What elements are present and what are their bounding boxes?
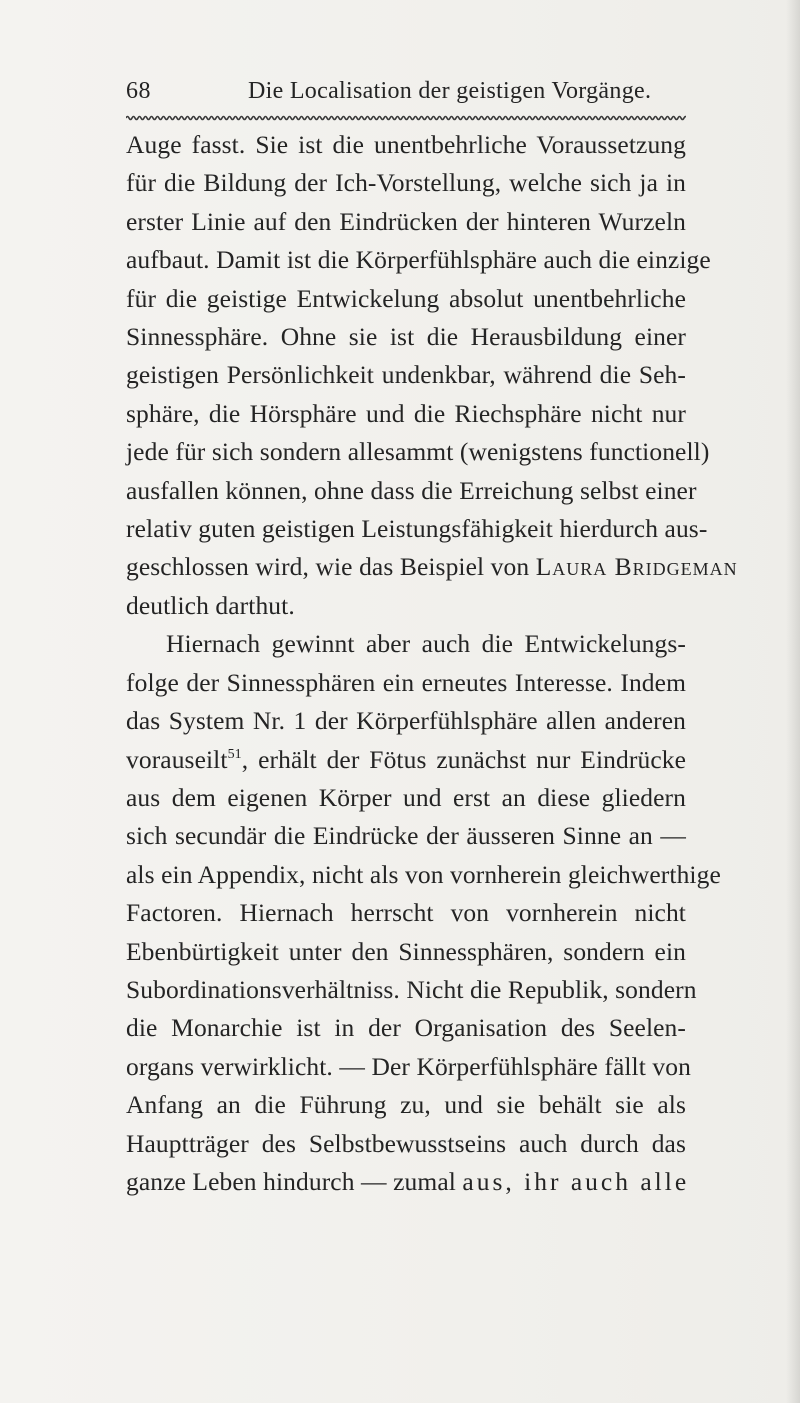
text-line: relativ guten geistigen Leistungsfähigkeit hierdurch aus- — [126, 514, 708, 544]
text-line: aus dem eigenen Körper und erst an diese gliedern — [126, 782, 686, 812]
text-line: aufbaut. Damit ist die Körperfühlsphäre auch die einzige — [126, 245, 711, 275]
footnote-marker: 51 — [227, 746, 242, 762]
text-line-spaced-end — [126, 1163, 690, 1201]
text-line: Subordinationsverhältniss. Nicht die Republik, sondern — [126, 974, 697, 1004]
wavy-header-rule — [126, 114, 686, 122]
text-line: Factoren. Hiernach herrscht von vornherein nicht — [126, 898, 686, 928]
text-line-with-name — [126, 548, 738, 586]
text-line: ausfallen können, ohne dass die Erreichung selbst einer — [126, 475, 697, 505]
text-line: Sinnessphäre. Ohne sie ist die Herausbildung einer — [126, 322, 686, 352]
page-header — [126, 78, 686, 112]
text-line: sich secundär die Eindrücke der äusseren Sinne an — — [126, 821, 686, 851]
running-title: Die Localisation der geistigen Vorgänge. — [248, 78, 652, 104]
text-line: für die geistige Entwickelung absolut unentbehrliche — [126, 283, 686, 313]
text-line: erster Linie auf den Eindrücken der hinteren Wurzeln — [126, 206, 686, 236]
text-line: deutlich darthut. — [126, 590, 295, 620]
paragraph-start-line: Hiernach gewinnt aber auch die Entwickelungs- — [166, 629, 686, 659]
line-text: geschlossen wird, wie das Beispiel von — [126, 552, 530, 582]
text-line: geistigen Persönlichkeit undenkbar, während die Seh- — [126, 360, 686, 390]
page-edge-shadow — [786, 0, 800, 1403]
body-text — [126, 126, 738, 1201]
person-name: Laura Bridgeman — [535, 552, 738, 582]
text-line: jede für sich sondern allesammt (wenigstens functionell) — [126, 437, 710, 467]
line-text: , erhält der Fötus zunächst nur Eindrücke — [241, 744, 686, 774]
line-text: ganze Leben hindurch — zumal — [126, 1166, 456, 1196]
text-line: organs verwirklicht. — Der Körperfühlsphäre fällt von — [126, 1051, 691, 1081]
text-line: Auge fasst. Sie ist die unentbehrliche Voraussetzung — [126, 130, 686, 159]
text-line: folge der Sinnessphären ein erneutes Interesse. Indem — [126, 667, 686, 697]
text-line: die Monarchie ist in der Organisation des Seelen- — [126, 1013, 686, 1043]
text-line: Anfang an die Führung zu, und sie behält sie als — [126, 1090, 686, 1120]
page-number: 68 — [126, 78, 151, 104]
text-line: Hauptträger des Selbstbewusstseins auch durch das — [126, 1128, 686, 1158]
text-line: das System Nr. 1 der Körperfühlsphäre allen anderen — [126, 706, 686, 736]
text-line: sphäre, die Hörsphäre und die Riechsphäre nicht nur — [126, 398, 686, 428]
text-line: für die Bildung der Ich-Vorstellung, welche sich ja in — [126, 168, 686, 198]
line-text: vorauseilt — [126, 744, 228, 774]
text-line: Ebenbürtigkeit unter den Sinnessphären, sondern ein — [126, 936, 686, 966]
text-line-with-footnote — [126, 741, 686, 779]
text-line: als ein Appendix, nicht als von vornherein gleichwerthige — [126, 859, 721, 889]
spaced-text: aus, ihr auch alle — [462, 1166, 690, 1196]
